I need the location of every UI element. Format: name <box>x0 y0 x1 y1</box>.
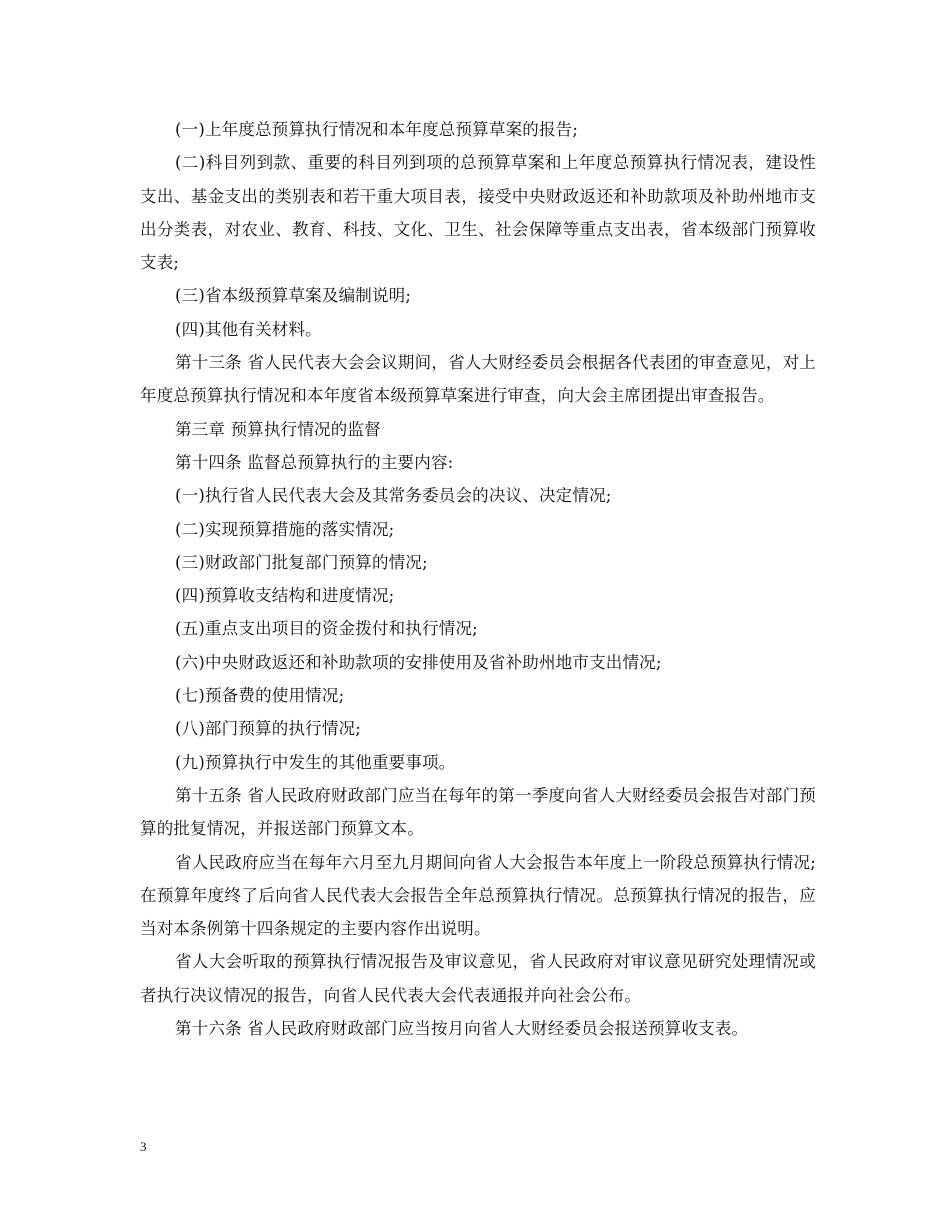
paragraph: 省人大会听取的预算执行情况报告及审议意见，省人民政府对审议意见研究处理情况或者执行决议情况的报告，向省人民代表大会代表通报并向社会公布。 <box>140 952 816 1005</box>
list-item: (二)实现预算措施的落实情况; <box>175 519 395 539</box>
list-item: (一)执行省人民代表大会及其常务委员会的决议、决定情况; <box>175 486 612 506</box>
paragraph: (三)省本级预算草案及编制说明; <box>175 286 412 306</box>
article-16-paragraph: 第十六条 省人民政府财政部门应当按月向省人大财经委员会报送预算收支表。 <box>175 1019 749 1039</box>
list-item: (八)部门预算的执行情况; <box>175 719 362 739</box>
list-item: (六)中央财政返还和补助款项的安排使用及省补助州地市支出情况; <box>175 652 662 672</box>
paragraph: (四)其他有关材料。 <box>175 319 322 339</box>
article-14-paragraph: 第十四条 监督总预算执行的主要内容: <box>175 452 454 472</box>
list-item: (四)预算收支结构和进度情况; <box>175 586 395 606</box>
list-item: (三)财政部门批复部门预算的情况; <box>175 552 428 572</box>
list-item: (五)重点支出项目的资金拨付和执行情况; <box>175 619 478 639</box>
article-15-paragraph: 第十五条 省人民政府财政部门应当在每年的第一季度向省人大财经委员会报告对部门预算的批复情况，并报送部门预算文本。 <box>140 785 816 839</box>
page-number: 3 <box>140 1139 147 1154</box>
list-item: (九)预算执行中发生的其他重要事项。 <box>175 752 456 772</box>
document-body <box>140 113 816 1045</box>
paragraph: (一)上年度总预算执行情况和本年度总预算草案的报告; <box>175 120 579 139</box>
paragraph: 省人民政府应当在每年六月至九月期间向省人大会报告本年度上一阶段总预算执行情况;在预算年度终了后向省人民代表大会报告全年总预算执行情况。总预算执行情况的报告，应当对本条例第十四条规定的主要内容作出说明。 <box>140 852 816 939</box>
paragraph: (二)科目列到款、重要的科目列到项的总预算草案和上年度总预算执行情况表，建设性支出、基金支出的类别表和若干重大项目表，接受中央财政返还和补助款项及补助州地市支出分类表，对农业、教育、科技、文化、卫生、社会保障等重点支出表，省本级部门预算收支表; <box>140 153 816 273</box>
list-item: (七)预备费的使用情况; <box>175 686 345 706</box>
article-13-paragraph: 第十三条 省人民代表大会会议期间，省人大财经委员会根据各代表团的审查意见，对上年度总预算执行情况和本年度省本级预算草案进行审查，向大会主席团提出审查报告。 <box>140 353 816 406</box>
chapter-heading: 第三章 预算执行情况的监督 <box>175 419 381 439</box>
